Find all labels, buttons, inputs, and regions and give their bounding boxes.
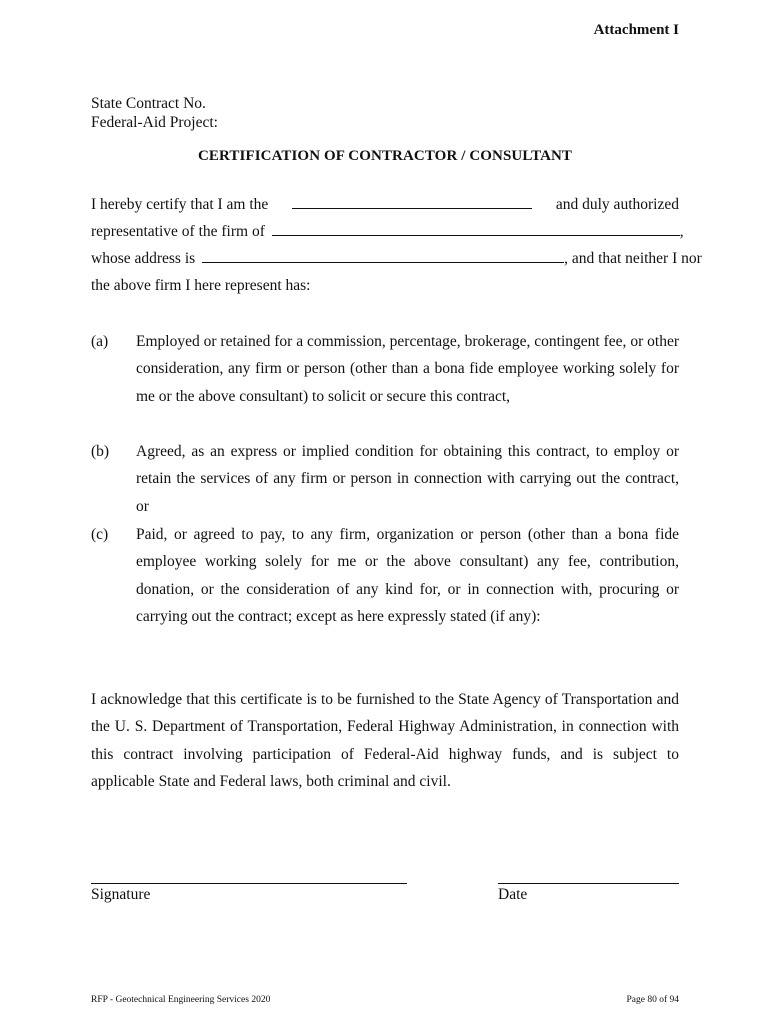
list-item-text: Employed or retained for a commission, percentage, brokerage, contingent fee, or other consideration, any firm or person (other than a bona fide employee working solely for me or the above consultant) to solicit or secure this contract, (136, 333, 679, 405)
federal-aid-project-label: Federal-Aid Project: (91, 114, 218, 131)
acknowledgement-paragraph: I acknowledge that this certificate is to be furnished to the State Agency of Transportation and the U. S. Department of Transportation, Federal Highway Administration, in connection with this contract involving participation of Federal-Aid highway funds, and is subject to applicable State and Federal laws, both criminal and civil. (91, 691, 679, 790)
certify-line-4: the above firm I here represent has: (91, 277, 311, 294)
signature-line[interactable] (91, 883, 407, 884)
attachment-label: Attachment I (593, 22, 679, 38)
footer-document-name: RFP - Geotechnical Engineering Services 2020 (91, 995, 271, 1005)
title-blank-field[interactable] (292, 193, 532, 209)
list-item-a (91, 328, 679, 410)
list-item-text: Paid, or agreed to pay, to any firm, organization or person (other than a bona fide employee working solely for me or the above consultant) any fee, contribution, donation, or the consideration of any kind for, or in connection with, procuring or carrying out the contract; except as here expressly stated (if any): (136, 526, 679, 625)
list-item-c (91, 521, 679, 630)
certify-line-3-start: whose address is (91, 250, 196, 267)
list-item-label: (c) (91, 526, 109, 543)
signature-label: Signature (91, 886, 151, 903)
date-label: Date (498, 886, 528, 903)
page-title: CERTIFICATION OF CONTRACTOR / CONSULTANT (197, 148, 573, 164)
certify-line-2-end: , (679, 223, 684, 240)
firm-name-blank-field[interactable] (272, 220, 680, 236)
address-blank-field[interactable] (202, 247, 564, 263)
list-item-text: Agreed, as an express or implied condition for obtaining this contract, to employ or retain the services of any firm or person in connection with carrying out the contract, or (136, 443, 679, 515)
list-item-label: (b) (91, 443, 110, 460)
certification-statement (91, 193, 702, 301)
certify-line-1 (91, 193, 679, 220)
date-line[interactable] (498, 883, 679, 884)
state-contract-label: State Contract No. (91, 95, 206, 112)
certify-line-1-end: and duly authorized (555, 196, 679, 213)
certify-line-3 (91, 247, 702, 274)
list-item-b (91, 438, 679, 520)
certify-line-2-start: representative of the firm of (91, 223, 265, 240)
footer-page-number: Page 80 of 94 (626, 995, 679, 1005)
certify-line-1-start: I hereby certify that I am the (91, 196, 269, 213)
certify-line-3-end: , and that neither I nor (564, 250, 702, 267)
certify-line-2 (91, 220, 684, 247)
contract-info (91, 94, 218, 132)
list-item-label: (a) (91, 333, 109, 350)
